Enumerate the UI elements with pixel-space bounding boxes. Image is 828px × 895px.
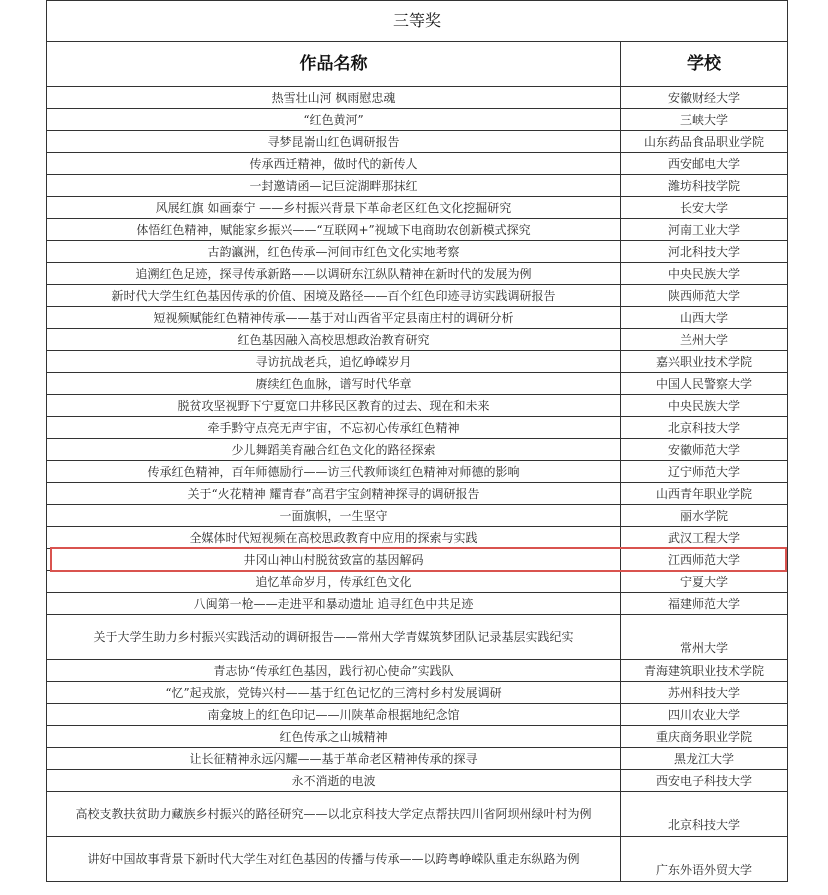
work-name-cell: “忆”起戎旅，党铸兴村——基于红色记忆的三湾村乡村发展调研 [47,682,621,704]
table-row [47,329,788,351]
work-name-cell: 赓续红色血脉，谱写时代华章 [47,373,621,395]
table-row [47,109,788,131]
work-name-cell: 红色基因融入高校思想政治教育研究 [47,329,621,351]
table-row [47,175,788,197]
work-name-cell: 南龛坡上的红色印记——川陕革命根据地纪念馆 [47,704,621,726]
table-body [47,87,788,882]
school-cell: 山西大学 [621,307,788,329]
school-cell: 西安电子科技大学 [621,770,788,792]
work-name-cell: 全媒体时代短视频在高校思政教育中应用的探索与实践 [47,527,621,549]
table-title: 三等奖 [47,1,788,42]
work-name-cell: 传承红色精神，百年师德励行——访三代教师谈红色精神对师德的影响 [47,461,621,483]
school-cell: 安徽师范大学 [621,439,788,461]
table-row [47,131,788,153]
school-cell: 重庆商务职业学院 [621,726,788,748]
table-row [47,417,788,439]
table-row [47,615,788,660]
column-header-row [47,42,788,87]
work-name-cell: 高校支教扶贫助力藏族乡村振兴的路径研究——以北京科技大学定点帮扶四川省阿坝州绿叶村为例 [47,792,621,837]
table-row [47,263,788,285]
school-cell: 武汉工程大学 [621,527,788,549]
table-row [47,285,788,307]
table-row [47,837,788,882]
school-cell: 山西青年职业学院 [621,483,788,505]
table-row [47,770,788,792]
work-name-cell: 一封邀请函—记巨淀湖畔那抹红 [47,175,621,197]
table-row [47,461,788,483]
school-cell: 河北科技大学 [621,241,788,263]
table-row [47,241,788,263]
work-name-cell: 脱贫攻坚视野下宁夏宽口井移民区教育的过去、现在和未来 [47,395,621,417]
work-name-cell: 井冈山神山村脱贫致富的基因解码 [47,549,621,571]
work-name-cell: 短视频赋能红色精神传承——基于对山西省平定县南庄村的调研分析 [47,307,621,329]
table-row [47,505,788,527]
work-name-cell: 八闽第一枪——走进平和暴动遗址 追寻红色中共足迹 [47,593,621,615]
work-name-cell: 关于大学生助力乡村振兴实践活动的调研报告——常州大学青媒筑梦团队记录基层实践纪实 [47,615,621,660]
school-cell: 山东药品食品职业学院 [621,131,788,153]
work-name-cell: 寻访抗战老兵，追忆峥嵘岁月 [47,351,621,373]
work-name-cell: 青志协“传承红色基因，践行初心使命”实践队 [47,660,621,682]
work-name-cell: 一面旗帜，一生坚守 [47,505,621,527]
school-cell: 四川农业大学 [621,704,788,726]
table-row [47,748,788,770]
work-name-cell: 讲好中国故事背景下新时代大学生对红色基因的传播与传承——以跨粤峥嵘队重走东纵路为例 [47,837,621,882]
work-name-cell: 让长征精神永远闪耀——基于革命老区精神传承的探寻 [47,748,621,770]
school-cell: 江西师范大学 [621,549,788,571]
school-cell: 中国人民警察大学 [621,373,788,395]
work-name-cell: 少儿舞蹈美育融合红色文化的路径探索 [47,439,621,461]
school-cell: 黑龙江大学 [621,748,788,770]
work-name-cell: 追忆革命岁月，传承红色文化 [47,571,621,593]
work-name-cell: 寻梦昆嵛山红色调研报告 [47,131,621,153]
table-row [47,682,788,704]
school-cell: 安徽财经大学 [621,87,788,109]
school-cell: 福建师范大学 [621,593,788,615]
school-cell: 潍坊科技学院 [621,175,788,197]
work-name-cell: 古韵瀛洲，红色传承—河间市红色文化实地考察 [47,241,621,263]
school-cell: 丽水学院 [621,505,788,527]
table-row [47,704,788,726]
school-cell: 北京科技大学 [621,417,788,439]
column-header-school: 学校 [621,42,788,87]
table-row [47,593,788,615]
award-table-container [46,0,787,882]
school-cell: 中央民族大学 [621,395,788,417]
school-cell: 苏州科技大学 [621,682,788,704]
school-cell: 河南工业大学 [621,219,788,241]
school-cell: 青海建筑职业技术学院 [621,660,788,682]
table-row [47,395,788,417]
work-name-cell: 追溯红色足迹，探寻传承新路——以调研东江纵队精神在新时代的发展为例 [47,263,621,285]
table-row [47,219,788,241]
work-name-cell: 红色传承之山城精神 [47,726,621,748]
table-row [47,726,788,748]
work-name-cell: 传承西迁精神，做时代的新传人 [47,153,621,175]
school-cell: 嘉兴职业技术学院 [621,351,788,373]
school-cell: 辽宁师范大学 [621,461,788,483]
work-name-cell: 体悟红色精神，赋能家乡振兴——“互联网+”视域下电商助农创新模式探究 [47,219,621,241]
table-title-row [47,1,788,42]
table-row [47,439,788,461]
table-row [47,351,788,373]
school-cell: 西安邮电大学 [621,153,788,175]
work-name-cell: 牵手黔守点亮无声宇宙，不忘初心传承红色精神 [47,417,621,439]
table-row [47,307,788,329]
award-table [46,0,788,882]
school-cell: 北京科技大学 [621,792,788,837]
school-cell: 宁夏大学 [621,571,788,593]
table-row [47,87,788,109]
table-row [47,483,788,505]
work-name-cell: 永不消逝的电波 [47,770,621,792]
table-row [47,527,788,549]
school-cell: 中央民族大学 [621,263,788,285]
table-row [47,373,788,395]
school-cell: 常州大学 [621,615,788,660]
table-row [47,197,788,219]
school-cell: 陕西师范大学 [621,285,788,307]
table-row [47,571,788,593]
table-row [47,792,788,837]
column-header-name: 作品名称 [47,42,621,87]
work-name-cell: “红色黄河” [47,109,621,131]
work-name-cell: 风展红旗 如画泰宁 ——乡村振兴背景下革命老区红色文化挖掘研究 [47,197,621,219]
table-row [47,153,788,175]
school-cell: 广东外语外贸大学 [621,837,788,882]
work-name-cell: 热雪壮山河 枫雨慰忠魂 [47,87,621,109]
school-cell: 兰州大学 [621,329,788,351]
work-name-cell: 关于“火花精神 耀青春”高君宇宝剑精神探寻的调研报告 [47,483,621,505]
table-row [47,660,788,682]
work-name-cell: 新时代大学生红色基因传承的价值、困境及路径——百个红色印迹寻访实践调研报告 [47,285,621,307]
table-row-highlighted [47,549,788,571]
school-cell: 长安大学 [621,197,788,219]
school-cell: 三峡大学 [621,109,788,131]
